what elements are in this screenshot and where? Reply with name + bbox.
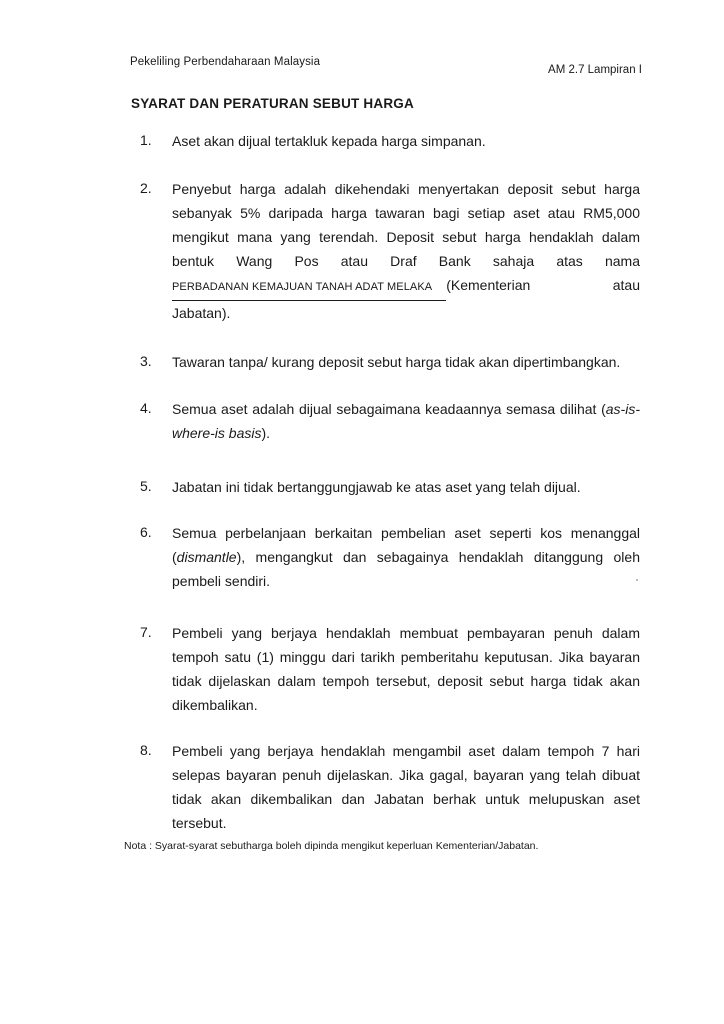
item-line: tempoh satu (1) minggu dari tarikh pemberitahu keputusan. Jika bayaran: [172, 649, 640, 665]
text-run: ), mengangkut dan sebagainya hendaklah ditanggung oleh: [236, 549, 640, 565]
text-run: ).: [261, 425, 271, 441]
word: bentuk: [172, 253, 215, 269]
word: Draf: [390, 253, 417, 269]
word: atau: [612, 277, 640, 293]
item-number: 5.: [140, 478, 152, 494]
item-line: sebanyak 5% daripada harga tawaran bagi setiap aset atau RM5,000: [172, 205, 640, 221]
payee-name-group: [172, 273, 530, 301]
italic-run: as-is-: [605, 401, 640, 417]
item-line: Penyebut harga adalah dikehendaki menyertakan deposit sebut harga: [172, 181, 640, 197]
item-line: Jabatan ini tidak bertanggungjawab ke atas aset yang telah dijual.: [172, 479, 581, 495]
item-line: selepas bayaran penuh dijelaskan. Jika gagal, bayaran yang telah dibuat: [172, 767, 640, 783]
word: sahaja: [492, 253, 535, 269]
payee-name: PERBADANAN KEMAJUAN TANAH ADAT MELAKA: [172, 275, 446, 301]
document-title: SYARAT DAN PERATURAN SEBUT HARGA: [131, 96, 414, 111]
word: (Kementerian: [446, 277, 531, 293]
header-publication: Pekeliling Perbendaharaan Malaysia: [130, 56, 321, 68]
payee-name-line: [172, 273, 640, 301]
italic-run: where-is basis: [172, 425, 262, 441]
item-line: Pembeli yang berjaya hendaklah membuat pembayaran penuh dalam: [172, 625, 640, 641]
item-line: [172, 421, 640, 445]
text-run: (: [172, 549, 177, 565]
word: nama: [604, 253, 640, 269]
item-text: [172, 621, 640, 717]
item-number: 1.: [140, 132, 152, 148]
italic-run: dismantle: [176, 549, 237, 565]
header-reference: AM 2.7 Lampiran I: [548, 64, 642, 76]
item-text: [172, 397, 640, 445]
item-text: [172, 177, 640, 325]
item-line: Semua perbelanjaan berkaitan pembelian aset seperti kos menanggal: [172, 525, 640, 541]
item-line: [172, 397, 640, 421]
item-line: tidak akan dikembalikan dan Jabatan berhak untuk melupuskan aset: [172, 791, 640, 807]
item-line: Jabatan).: [172, 305, 231, 321]
footnote: Nota : Syarat-syarat sebutharga boleh dipinda mengikut keperluan Kementerian/Jabatan.: [124, 840, 539, 852]
word: Wang: [236, 253, 273, 269]
item-number: 8.: [140, 742, 152, 758]
word: Pos: [294, 253, 319, 269]
word: atau: [340, 253, 368, 269]
item-line: Pembeli yang berjaya hendaklah mengambil aset dalam tempoh 7 hari: [172, 743, 640, 759]
item-number: 2.: [140, 180, 152, 196]
scan-speck: [636, 579, 638, 581]
item-text: [172, 129, 640, 153]
item-line: tidak dijelaskan dalam tempoh tersebut, deposit sebut harga tidak akan: [172, 673, 640, 689]
word: Bank: [438, 253, 471, 269]
item-line: mengikut mana yang terendah. Deposit sebut harga hendaklah dalam: [172, 229, 640, 245]
item-line-payee: [172, 249, 640, 273]
word: atas: [556, 253, 583, 269]
text-run: Semua aset adalah dijual sebagaimana keadaannya semasa dilihat (: [172, 401, 606, 417]
item-line: Tawaran tanpa/ kurang deposit sebut harga tidak akan dipertimbangkan.: [172, 354, 621, 370]
item-number: 6.: [140, 524, 152, 540]
item-number: 7.: [140, 624, 152, 640]
item-text: [172, 350, 640, 374]
item-number: 3.: [140, 353, 152, 369]
item-line: pembeli sendiri.: [172, 573, 271, 589]
item-line: [172, 545, 640, 569]
item-line: tersebut.: [172, 815, 227, 831]
item-text: [172, 521, 640, 593]
item-text: [172, 475, 640, 499]
item-line: dikembalikan.: [172, 697, 258, 713]
item-number: 4.: [140, 400, 152, 416]
item-line: Aset akan dijual tertakluk kepada harga simpanan.: [172, 133, 486, 149]
item-text: [172, 739, 640, 835]
